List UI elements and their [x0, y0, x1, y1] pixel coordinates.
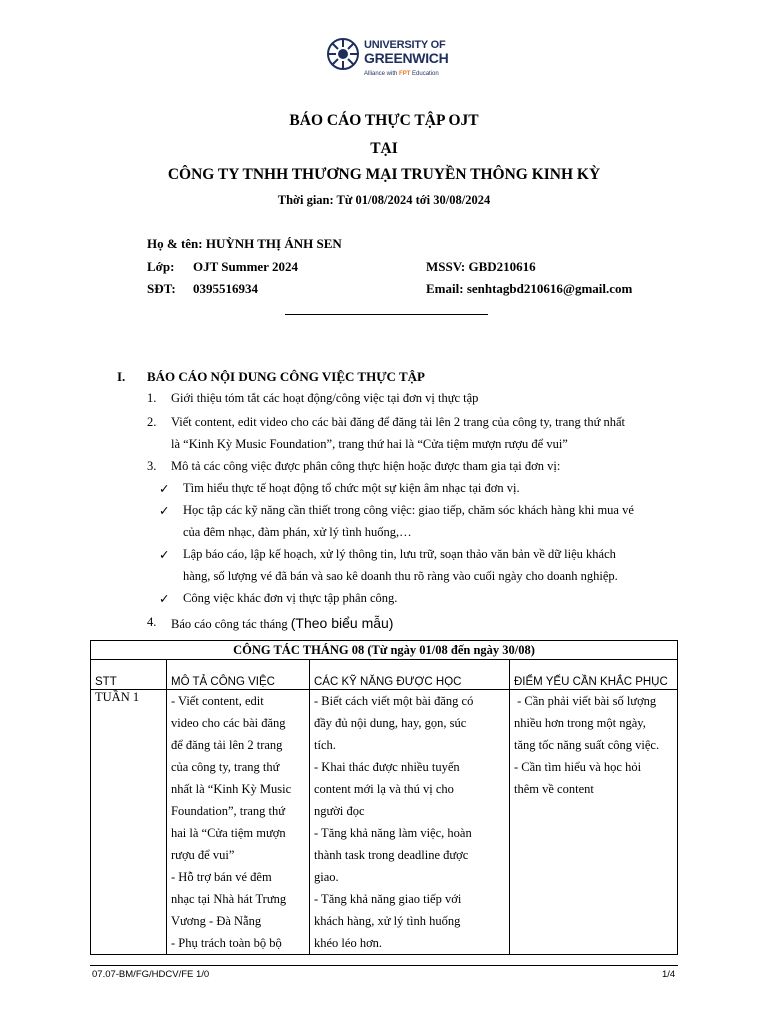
mssv-value: GBD210616: [468, 259, 536, 274]
list-item-2-cont: là “Kinh Kỳ Music Foundation”, trang thứ hai là “Cửa tiệm mượn rượu để vui”: [171, 437, 568, 451]
greenwich-emblem-icon: [326, 37, 360, 71]
weak-line: thêm về content: [514, 782, 594, 796]
mssv-label: MSSV:: [426, 259, 466, 274]
desc-line: Vương - Đà Nẵng: [171, 914, 262, 928]
header-weaknesses: ĐIỂM YẾU CẦN KHẮC PHỤC: [510, 660, 678, 690]
mssv-row: [426, 259, 536, 275]
skill-line: khách hàng, xử lý tình huống: [314, 914, 461, 928]
section-divider: [285, 314, 488, 315]
desc-line: - Phụ trách toàn bộ bộ: [171, 936, 282, 950]
desc-line: để đăng tải lên 2 trang: [171, 738, 283, 752]
check-item-2-cont: của đêm nhạc, đàm phán, xử lý tình huống,…: [183, 525, 412, 539]
week-cell: TUẦN 1: [91, 690, 167, 955]
skill-line: content mới lạ và thú vị cho: [314, 782, 454, 796]
table-title: CÔNG TÁC THÁNG 08 (Từ ngày 01/08 đến ngày 30/08): [91, 641, 678, 660]
name-label: Họ & tên:: [147, 236, 203, 251]
skill-line: giao.: [314, 870, 339, 884]
list-item-2: Viết content, edit video cho các bài đăng để đăng tải lên 2 trang của công ty, trang thứ nhất: [171, 415, 626, 429]
list-item-4-note: (Theo biểu mẫu): [290, 615, 394, 631]
description-cell: [167, 690, 310, 955]
weak-line: - Cần tìm hiểu và học hỏi: [514, 760, 642, 774]
skill-line: thành task trong deadline được: [314, 848, 469, 862]
list-item-2-num: 2.: [147, 415, 157, 429]
check-mark-2: ✓: [159, 504, 170, 518]
desc-line: nhạc tại Nhà hát Trưng: [171, 892, 287, 906]
name-value: HUỲNH THỊ ÁNH SEN: [205, 236, 342, 251]
phone-label: SĐT:: [147, 281, 176, 296]
desc-line: nhất là “Kinh Kỳ Music: [171, 782, 292, 796]
skill-line: tích.: [314, 738, 336, 752]
desc-line: Foundation”, trang thứ: [171, 804, 286, 818]
email-label: Email:: [426, 281, 464, 296]
desc-line: của công ty, trang thứ: [171, 760, 280, 774]
skill-line: - Tăng khả năng làm việc, hoàn: [314, 826, 472, 840]
university-logo: [326, 35, 456, 85]
list-item-1-num: 1.: [147, 391, 157, 405]
header-stt: STT: [91, 660, 167, 690]
check-item-1: Tìm hiểu thực tế hoạt động tổ chức một sự kiện âm nhạc tại đơn vị.: [183, 481, 520, 495]
desc-line: video cho các bài đăng: [171, 716, 286, 730]
list-item-4-num: 4.: [147, 615, 157, 629]
check-mark-4: ✓: [159, 592, 170, 606]
check-mark-3: ✓: [159, 548, 170, 562]
header-skills: CÁC KỸ NĂNG ĐƯỢC HỌC: [310, 660, 510, 690]
skill-line: - Khai thác được nhiều tuyến: [314, 760, 460, 774]
skill-line: - Tăng khả năng giao tiếp với: [314, 892, 462, 906]
footer-rule: [90, 965, 678, 966]
report-title-at: TẠI: [370, 140, 398, 157]
skills-cell: [310, 690, 510, 955]
skill-line: khéo léo hơn.: [314, 936, 383, 950]
weak-line: tăng tốc năng suất công việc.: [514, 738, 660, 752]
weak-line: - Cần phải viết bài số lượng: [514, 694, 657, 708]
email-row: [426, 281, 632, 297]
class-label: Lớp:: [147, 259, 175, 274]
weak-line: nhiều hơn trong một ngày,: [514, 716, 646, 730]
logo-line1: UNIVERSITY OF: [364, 39, 446, 51]
alliance-suffix: Education: [412, 71, 439, 77]
check-item-3-cont: hàng, số lượng vé đã bán và sao kê doanh thu rõ ràng vào cuối ngày cho doanh nghiệp.: [183, 569, 618, 583]
skill-line: - Biết cách viết một bài đăng có: [314, 694, 474, 708]
list-item-4: [171, 615, 393, 632]
header-description: MÔ TẢ CÔNG VIỆC: [167, 660, 310, 690]
logo-line2: GREENWICH: [364, 50, 449, 66]
footer-page: 1/4: [662, 969, 676, 980]
skill-line: người đọc: [314, 804, 365, 818]
logo-alliance: [364, 71, 439, 77]
desc-line: - Viết content, edit: [171, 694, 264, 708]
alliance-prefix: Alliance with: [364, 71, 398, 77]
report-title: BÁO CÁO THỰC TẬP OJT: [289, 112, 479, 129]
skill-line: đầy đủ nội dung, hay, gọn, súc: [314, 716, 467, 730]
class-value: OJT Summer 2024: [193, 259, 298, 274]
list-item-3: Mô tả các công việc được phân công thực hiện hoặc được tham gia tại đơn vị:: [171, 459, 561, 473]
section-heading: BÁO CÁO NỘI DUNG CÔNG VIỆC THỰC TẬP: [147, 369, 425, 384]
student-name-row: [147, 236, 342, 252]
phone-value: 0395516934: [193, 281, 258, 296]
check-mark-1: ✓: [159, 482, 170, 496]
weaknesses-cell: [510, 690, 678, 955]
email-value: senhtagbd210616@gmail.com: [466, 281, 633, 296]
check-item-3: Lập báo cáo, lập kế hoạch, xử lý thông tin, lưu trữ, soạn thảo văn bản về dữ liệu khách: [183, 547, 616, 561]
check-item-2: Học tập các kỹ năng cần thiết trong công việc: giao tiếp, chăm sóc khách hàng khi mua vé: [183, 503, 634, 517]
report-period: Thời gian: Từ 01/08/2024 tới 30/08/2024: [277, 193, 491, 207]
alliance-brand: FPT: [399, 71, 411, 77]
monthly-report-table: [90, 640, 678, 955]
desc-line: rượu để vui”: [171, 848, 235, 862]
footer-code: 07.07-BM/FG/HDCV/FE 1/0: [92, 969, 210, 980]
desc-line: - Hỗ trợ bán vé đêm: [171, 870, 272, 884]
company-name: CÔNG TY TNHH THƯƠNG MẠI TRUYỀN THÔNG KINH KỲ: [167, 166, 601, 183]
list-item-1: Giới thiệu tóm tắt các hoạt động/công việc tại đơn vị thực tập: [171, 391, 479, 405]
check-item-4: Công việc khác đơn vị thực tập phân công.: [183, 591, 398, 605]
desc-line: hai là “Cửa tiệm mượn: [171, 826, 286, 840]
list-item-3-num: 3.: [147, 459, 157, 473]
list-item-4-text: Báo cáo công tác tháng: [171, 617, 288, 631]
section-numeral: I.: [117, 369, 126, 384]
